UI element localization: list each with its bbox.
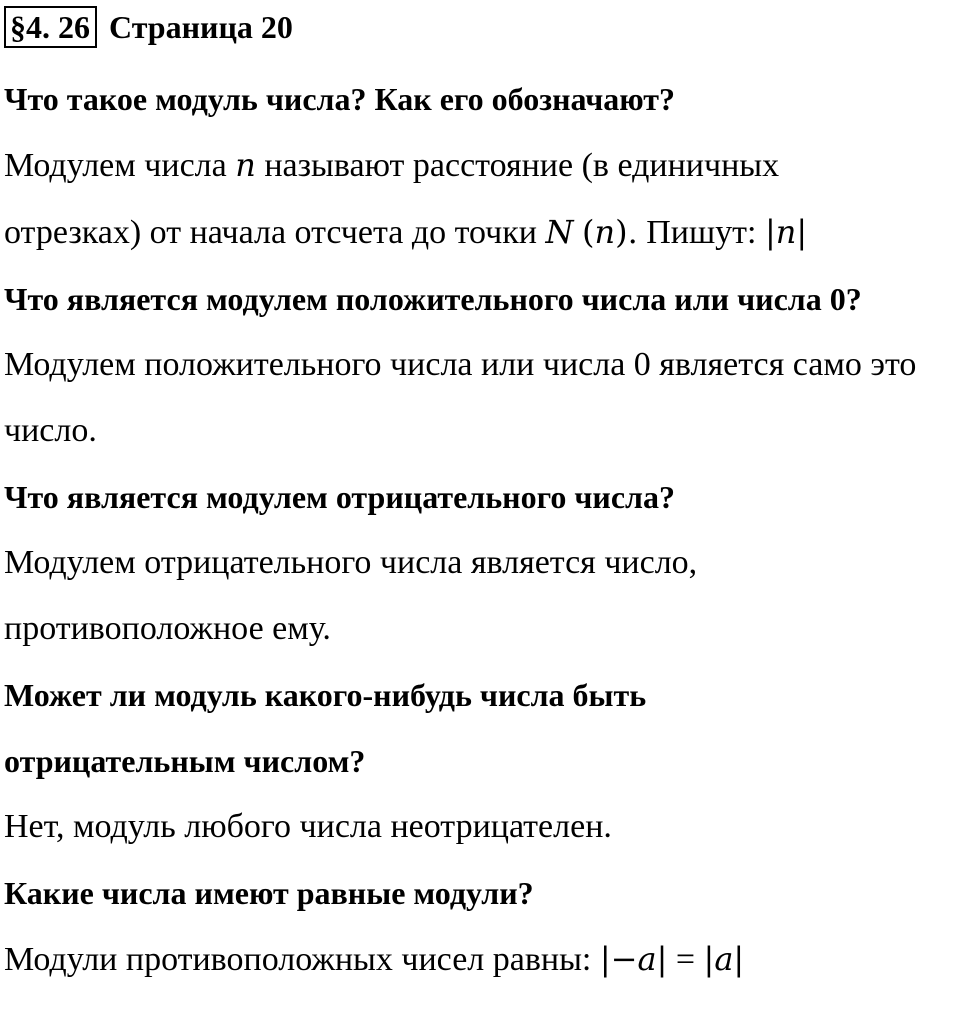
math-abs-a: |a| — [703, 940, 745, 978]
qa-item-3 — [4, 464, 960, 662]
answer-1 — [4, 132, 904, 266]
math-var-n: n — [235, 146, 256, 184]
answer-1-text-c: Пишут: — [646, 214, 757, 251]
question-4: Может ли модуль какого-нибудь числа быть отрицательным числом? — [4, 677, 647, 779]
qa-item-5 — [4, 860, 960, 993]
answer-3: Модулем отрицательного числа является число, противоположное ему. — [4, 544, 698, 647]
answer-2: Модулем положительного числа или числа 0 является само это число. — [4, 346, 917, 449]
math-var-N: N — [545, 213, 574, 251]
qa-item-2 — [4, 266, 960, 464]
math-paren-close: ). — [615, 213, 638, 251]
question-5: Какие числа имеют равные модули? — [4, 875, 534, 911]
answer-1-text-b: называют расстояние (в единичных отрезках) от начала отсчета до точки — [4, 147, 780, 251]
answer-4: Нет, модуль любого числа неотрицателен. — [4, 808, 612, 845]
question-2: Что является модулем положительного числа или числа 0? — [4, 281, 862, 317]
page-header — [4, 2, 960, 52]
math-abs-n: |n| — [764, 213, 808, 251]
qa-item-1 — [4, 66, 960, 266]
answer-5-text: Модули противоположных чисел равны: — [4, 941, 592, 978]
question-1: Что такое модуль числа? Как его обозначают? — [4, 81, 676, 117]
qa-item-4 — [4, 662, 960, 860]
math-equals: = — [675, 941, 696, 978]
question-3: Что является модулем отрицательного числа? — [4, 479, 675, 515]
math-var-n-2: n — [594, 213, 616, 251]
answer-5 — [4, 926, 960, 993]
page-title: Страница 20 — [109, 9, 293, 45]
math-paren-open: ( — [582, 213, 595, 251]
section-number: §4. 26 — [4, 6, 97, 48]
answer-1-text-a: Модулем числа — [4, 147, 227, 184]
math-abs-neg-a: |−a| — [599, 940, 668, 978]
document-page — [0, 2, 960, 1024]
